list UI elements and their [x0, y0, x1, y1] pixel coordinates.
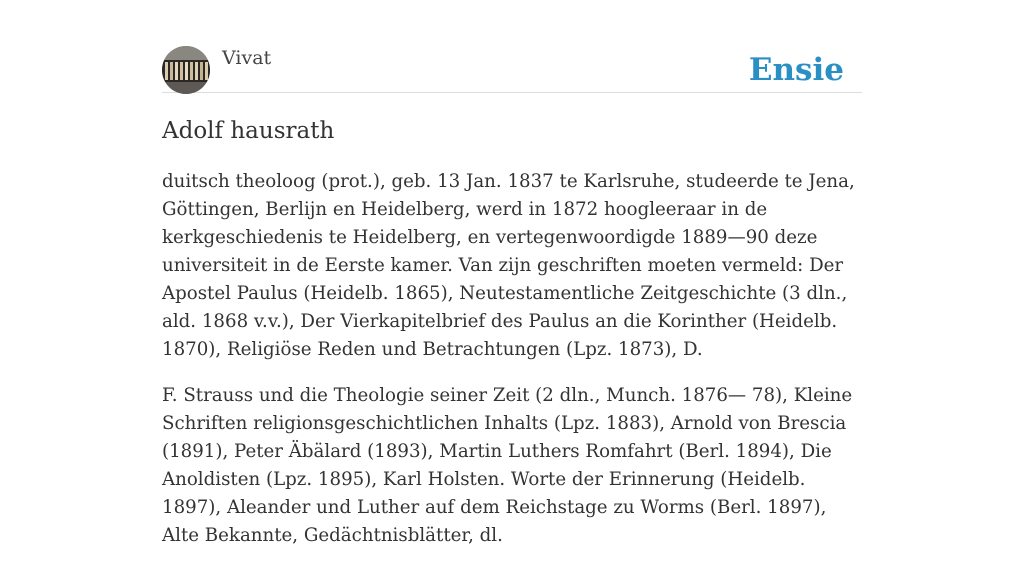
site-name[interactable]: Vivat — [222, 47, 272, 69]
site-header — [162, 46, 862, 93]
article-body — [162, 168, 862, 568]
article-paragraph: duitsch theoloog (prot.), geb. 13 Jan. 1837 te Karlsruhe, studeerde te Jena, Göttingen, Berlijn en Heidelberg, werd in 1872 hoogleeraar in de kerkgeschiedenis te Heidelberg, en vertegenwoordigde 1889—90 deze universiteit in de Eerste kamer. Van zijn geschriften moeten vermeld: Der Apostel Paulus (Heidelb. 1865), Neutestamentliche Zeitgeschichte (3 dln., ald. 1868 v.v.), Der Vierkapitelbrief des Paulus an die Korinther (Heidelb. 1870), Religiöse Reden und Betrachtungen (Lpz. 1873), D. — [162, 171, 855, 360]
article-paragraph: F. Strauss und die Theologie seiner Zeit (2 dln., Munch. 1876— 78), Kleine Schriften religionsgeschichtlichen Inhalts (Lpz. 1883), Arnold von Brescia (1891), Peter Äbälard (1893), Martin Luthers Romfahrt (Berl. 1894), Die Anoldisten (Lpz. 1895), Karl Holsten. Worte der Erinnerung (Heidelb. 1897), Aleander und Luther auf dem Reichstage zu Worms (Berl. 1897), Alte Bekannte, Gedächtnisblätter, dl. — [162, 385, 853, 546]
book-spines-avatar-icon — [162, 46, 210, 94]
brand-logo[interactable]: Ensie — [748, 52, 844, 88]
avatar[interactable] — [162, 46, 210, 94]
page-title: Adolf hausrath — [162, 118, 335, 144]
